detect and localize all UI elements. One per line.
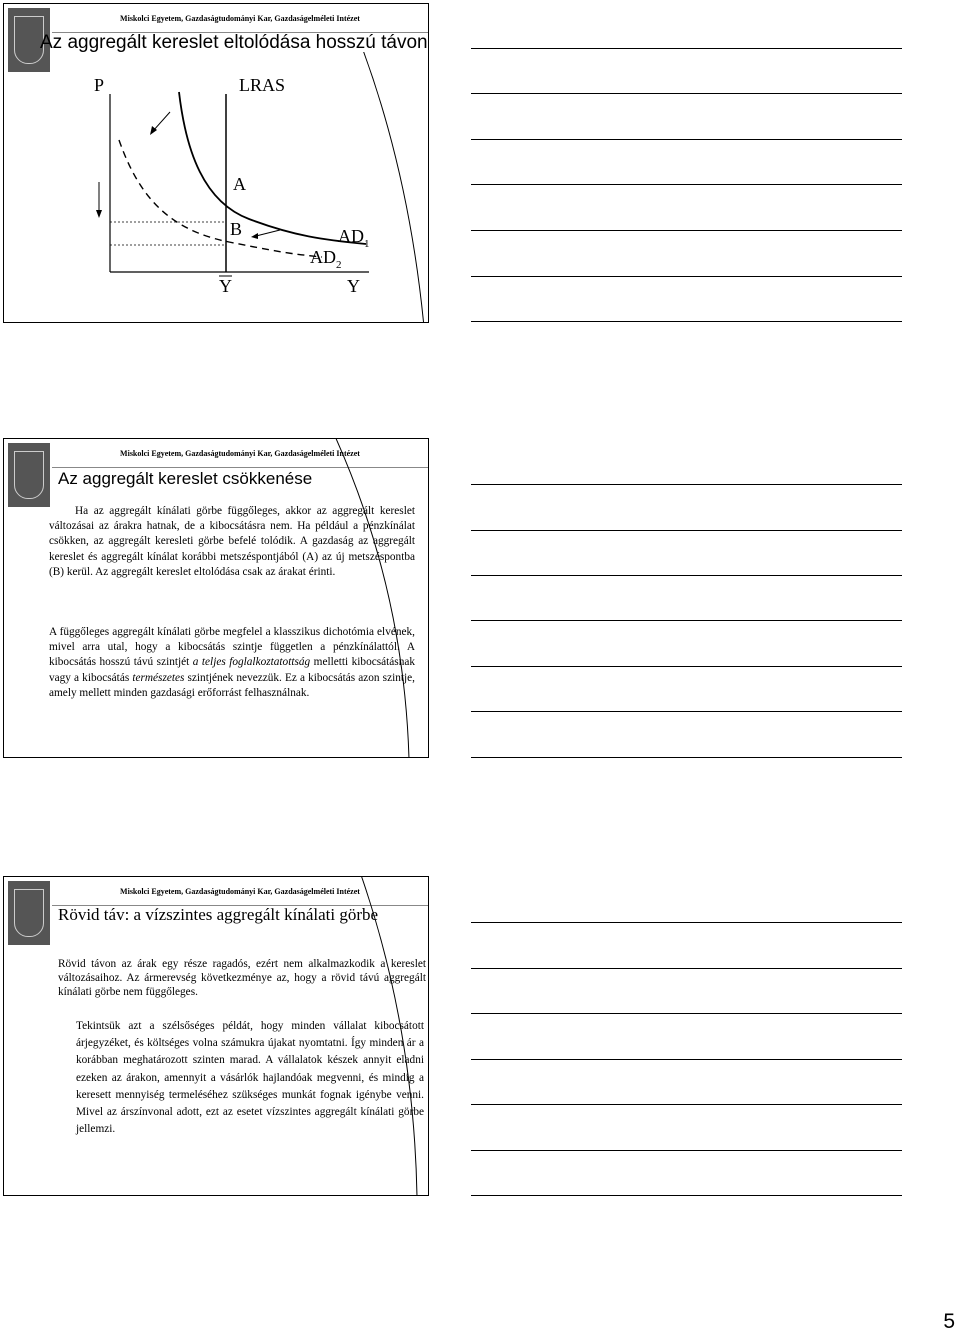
note-lines-2 — [471, 440, 902, 770]
ad2-label: $AD_2$ — [310, 247, 342, 271]
shift-arrow-lower-head — [251, 233, 258, 239]
slide-title: Rövid táv: a vízszintes aggregált kínálati görbe — [58, 905, 379, 924]
note-line — [471, 1059, 902, 1060]
slide-arc — [360, 52, 424, 322]
slide-title: Az aggregált kereslet eltolódása hosszú távon — [40, 32, 428, 53]
note-line — [471, 1013, 902, 1014]
shift-arrow-lower — [256, 230, 280, 236]
note-line — [471, 757, 902, 758]
note-line — [471, 620, 902, 621]
note-line — [471, 575, 902, 576]
note-line — [471, 922, 902, 923]
note-line — [471, 1195, 902, 1196]
slide-3 — [3, 876, 429, 1196]
note-line — [471, 968, 902, 969]
lras-label: LRAS — [239, 75, 286, 95]
ad2-curve — [119, 140, 322, 257]
note-lines-1 — [471, 0, 902, 330]
shift-arrow-upper — [153, 112, 170, 131]
slide-arc — [4, 439, 428, 757]
note-line — [471, 530, 902, 531]
note-lines-3 — [471, 878, 902, 1208]
note-line — [471, 93, 902, 94]
note-line — [471, 484, 902, 485]
price-fall-arrow-head — [96, 210, 102, 218]
slide-title: Az aggregált kereslet csökkenése — [58, 469, 313, 488]
slide-header — [52, 4, 428, 33]
ad-shift-diagram — [4, 52, 428, 322]
body-paragraph-1: Rövid távon az árak egy része ragadós, ezért nem alkalmazkodik a kereslet változásaihoz. Az ármerevség következménye az, hogy a rövid távú aggregált kínálati görbe nem függőleges. — [58, 958, 426, 998]
slide-arc — [4, 877, 428, 1195]
body-paragraph-2: Tekintsük azt a szélsőséges példát, hogy minden vállalat kibocsátott árjegyzéket, és költséges volna számukra újakat nyomtatni. Így minden ár a korábban meghatározott szinten marad. A vállalatok készek annyit eladni ezeken az árakon, amennyit a vásárlók hajlandóak megvenni, és mindig a keresett mennyiség termeléséhez szükséges munkát fognak igénybe venni. Mivel az árszínvonal adott, ezt az esetet vízszintes aggregált kínálati görbe jellemzi. — [76, 1020, 424, 1136]
ybar-label: Y — [219, 276, 232, 296]
institution-name: Miskolci Egyetem, Gazdaságtudományi Kar, Gazdaságelméleti Intézet — [120, 887, 360, 896]
page-number: 5 — [943, 1310, 955, 1333]
point-b-label: B — [230, 219, 243, 239]
ad1-curve — [179, 92, 366, 244]
output-axis-label: Y — [347, 276, 360, 296]
institution-name: Miskolci Egyetem, Gazdaságtudományi Kar, Gazdaságelméleti Intézet — [120, 14, 360, 23]
body-paragraph-1: Ha az aggregált kínálati görbe függőleges, akkor az aggregált kereslet változásai az árakra hatnak, de a kibocsátásra nem. Ha például a pénzkínálat csökken, az aggregált keresleti görbe befelé tolódik. A gazdaság az aggregált kereslet és aggregált kínálat korábbi metszéspontjából (A) az új metszéspontba (B) kerül. Az aggregált kereslet eltolódása csak az árakat érinti. — [49, 505, 415, 578]
note-line — [471, 139, 902, 140]
slide-1 — [3, 3, 429, 323]
institution-name: Miskolci Egyetem, Gazdaságtudományi Kar, Gazdaságelméleti Intézet — [120, 449, 360, 458]
price-axis-label: P — [94, 75, 105, 95]
ad1-label: $AD_1$ — [338, 226, 370, 250]
note-line — [471, 48, 902, 49]
note-line — [471, 711, 902, 712]
note-line — [471, 230, 902, 231]
body-paragraph-2: A függőleges aggregált kínálati görbe megfelel a klasszikus dichotómia elvének, mivel arra utal, hogy a kibocsátás szintje független a pénzkínálattól. A kibocsátás hosszú távú szintjét a teljes foglalkoztatottság melletti kibocsátásnak vagy a kibocsátás természetes szintjének nevezzük. Ez a kibocsátás azon szintje, amely mellett minden gazdasági erőforrást felhasználnak. — [49, 626, 416, 699]
note-line — [471, 321, 902, 322]
note-line — [471, 276, 902, 277]
point-a-label: A — [233, 174, 246, 194]
note-line — [471, 1150, 902, 1151]
note-line — [471, 666, 902, 667]
slide-2 — [3, 438, 429, 758]
note-line — [471, 184, 902, 185]
note-line — [471, 1104, 902, 1105]
